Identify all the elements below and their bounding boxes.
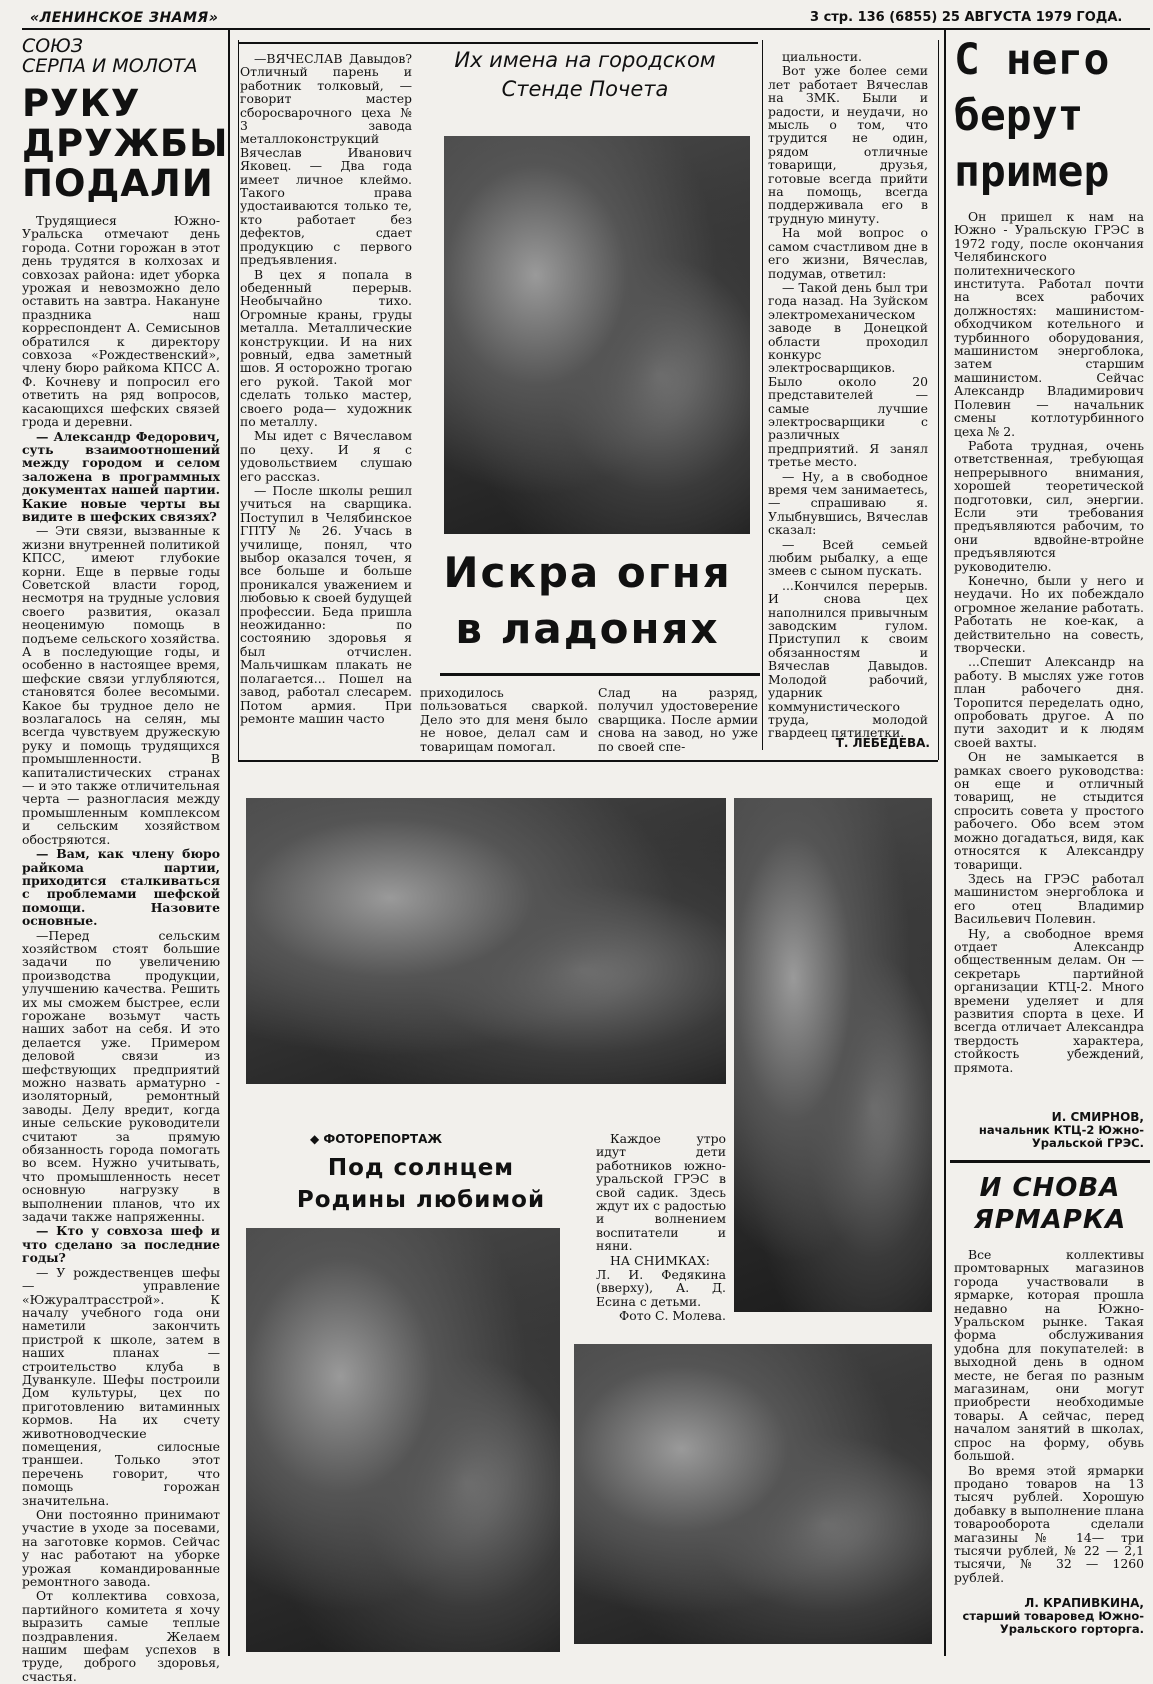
center-headline (425, 545, 750, 657)
col4-paragraph: Конечно, были у него и неудачи. Но их побеждало огромное желание работать. Работать не кое-как, а действительно на совесть, творчески. (954, 572, 1144, 655)
photo-report-headline (256, 1152, 586, 1216)
center-bottom-col2: Слад на разряд, получил удостоверение сварщика. После армии снова на завод, но уже по своей спе- (598, 685, 758, 754)
col4-paragraph: Работа трудная, очень ответственная, требующая непрерывного внимания, хорошей теоретической подготовки, сил, энергии. Если эти требования предъявляются рабочим, то они вдвойне-втройне предъявляются руководителю. (954, 437, 1144, 574)
col4-paragraph: Ну, а свободное время отдает Александр общественным делам. Он — секретарь партийной организации КТЦ-2. Много времени уделяет и для развития спорта в цехе. И всегда отличает Александра твердость характера, стойкость убеждений, прямота. (954, 925, 1144, 1075)
col4-signature-name: И. СМИРНОВ, (1051, 1110, 1144, 1124)
col4b-signature-title: старший товаровед Южно-Уральского горторга. (962, 1609, 1144, 1636)
col2-top-rule (238, 42, 758, 44)
photo-report-headline-line2: Родины любимой (296, 1187, 546, 1213)
col3-signature: Т. ЛЕБЕДЕВА. (835, 736, 930, 750)
col4-signature-title: начальник КТЦ-2 Южно-Уральской ГРЭС. (978, 1123, 1144, 1150)
photo-report-headline-line1: Под солнцем (327, 1155, 515, 1181)
col3-paragraph: ...Кончился перерыв. И снова цех наполнился привычным заводским гулом. Приступил к своим обязанностям и Вячеслав Давыдов. Молодой рабочий, ударник коммунистического труда, молодой гвардеец пятилетки. (768, 577, 928, 741)
col4b-headline: И СНОВА ЯРМАРКА (973, 1173, 1127, 1235)
col1-paragraph: —Перед сельским хозяйством стоят большие задачи по увеличению производства продукции, улучшению качества. Решить их мы сможем быстрее, если горожане возьмут часть наших забот на себя. И это делается уже. Примером деловой связи из шефствующих предприятий можно назвать арматурно - изоляторный, ремонтный заводы. Делу вредит, когда иные сельские руководители считают за прямую обязанность города помогать во всем. Нужно учитывать, что промышленность несет основную нагрузку в выполнении планов, что их задачи также напряженны. (22, 927, 220, 1225)
col3-right-rule (938, 40, 939, 760)
children-group-photo (246, 798, 726, 1084)
issue-line: 3 стр. 136 (6855) 25 АВГУСТА 1979 ГОДА. (810, 10, 1123, 25)
child-with-toy-photo (734, 798, 932, 1312)
col1-paragraph: Трудящиеся Южно-Уральска отмечают день города. Сотни горожан в этот день трудятся в колхозах и совхозах района: идет уборка урожая и невозможно дело оставить на завтра. Накануне праздника наш корреспондент А. Семисынов обратился к директору совхоза «Рождественский», члену бюро райкома КПСС А. Ф. Кочневу и попросил его ответить на ряд вопросов, касающихся шефских связей грода и деревни. (22, 213, 220, 430)
col3-paragraph: Вот уже более семи лет работает Вячеслав на ЗМК. Были и радости, и неудачи, но мысль о том, что трудится не один, рядом отличные товарищи, друзья, готовые всегда прийти на помощь, всегда поддерживала его в трудную минуту. (768, 63, 928, 226)
paper-name: «ЛЕНИНСКОЕ ЗНАМЯ» (30, 10, 219, 26)
col1-headline: РУКУ ДРУЖБЫ ПОДАЛИ (22, 82, 229, 205)
col4b-signature-name: Л. КРАПИВКИНА, (1024, 1596, 1144, 1610)
col3-paragraph: На мой вопрос о самом счастливом дне в его жизни, Вячеслав, подумав, ответил: (768, 225, 928, 281)
col2-paragraph: — После школы решил учиться на сварщика. Поступил в Челябинское ГПТУ № 26. Учась в училище, понял, что выбор оказался точен, я все больше и больше проникался уважением и любовью к своей будущей профессии. Беда пришла неожиданно: по состоянию здоровья я был отчислен. Мальчишкам плакать не полагается... Пошел на завод, работал слесарем. Потом армия. При ремонте машин часто (240, 483, 412, 726)
col4-paragraph: Здесь на ГРЭС работал машинистом энергоблока и его отец Владимир Васильевич Полевин. (954, 870, 1144, 927)
center-bottom-rule (238, 760, 938, 762)
col2-paragraph: Мы идет с Вячеславом по цеху. И я с удовольствием слушаю его рассказ. (240, 428, 412, 484)
col1-paragraph: — Кто у совхоза шеф и что сделано за последние годы? (22, 1223, 220, 1266)
col4b-body (954, 1248, 1144, 1592)
col1-paragraph: От коллектива совхоза, партийного комитета я хочу выразить самые теплые поздравления. Желаем нашим шефам успехов в труде, доброго здоровья, счастья. (22, 1588, 220, 1684)
teacher-with-girl-photo (574, 1344, 932, 1644)
col1-paragraph: — Эти связи, вызванные к жизни внутренней политикой КПСС, имеют глубокие корни. Еще в первые годы Советской власти город, несмотря на трудные условия своего развития, оказал неоценимую помощь в подъеме сельского хозяйства. А в последующие годы, и особенно в настоящее время, шефские связи углубляются, становятся более весомыми. Какое бы трудное дело не возлагалось на селян, мы всегда чувствуем дружескую руку и помощь трудящихся промышленности. В капиталистических странах — и это также отличительная черта — разногласия между промышленным комплексом и сельским хозяйством обостряются. (22, 523, 220, 847)
col4-paragraph: Он не замыкается в рамках своего руководства: он еще и отличный товарищ, не стыдится спросить совета у простого рабочего. Обо всем этом можно догадаться, видя, как относятся к Александру товарищи. (954, 749, 1144, 872)
boy-in-cap-photo (246, 1228, 560, 1652)
photo-report-kicker: ◆ ФОТОРЕПОРТАЖ (310, 1132, 443, 1146)
col4-body (954, 210, 1144, 1110)
col2-body (240, 52, 412, 752)
center-kicker-line2: Стенде Почета (501, 77, 669, 101)
center-bottom-col1: приходилось пользоваться сваркой. Дело это для меня было не новое, делал сам и товарищам помогал. (420, 685, 588, 754)
col1-paragraph: — Александр Федорович, суть взаимоотношений между городом и селом заложена в программных документах нашей партии. Какие новые черты вы видите в шефских связях? (22, 428, 220, 524)
col1-rule (228, 30, 230, 1656)
col1-paragraph: — Вам, как члену бюро райкома партии, приходится сталкиваться с проблемами шефской помощи. Назовите основные. (22, 846, 220, 929)
col4-rule (944, 30, 946, 1656)
col2-paragraph: В цех я попала в обеденный перерыв. Необычайно тихо. Огромные краны, груды металла. Металлические конструкции. И на них ровный, едва заметный шов. Я осторожно трогаю его рукой. Такой мог сделать только мастер, своего рода— художник по металлу. (240, 266, 412, 429)
masthead-rule (22, 28, 1150, 30)
col1-body (22, 213, 220, 1684)
center-kicker (425, 46, 745, 104)
col4b-paragraph: Во время этой ярмарки продано товаров на 13 тысяч рублей. Хорошую добавку в выполнение плана товарооборота сделали магазины № 14— три тысячи рублей, № 22 — 2,1 тысячи, № 32 — 1260 рублей. (954, 1462, 1144, 1585)
col1-kicker (22, 36, 222, 76)
portrait-photo (444, 136, 750, 534)
center-headline-line2: в ладонях (455, 604, 720, 653)
col1-paragraph: Они постоянно принимают участие в уходе за посевами, на заготовке кормов. Сейчас у нас работают на уборке урожая командированные ремонтного завода. (22, 1507, 220, 1590)
col3-paragraph: — Такой день был три года назад. На Зуйском электромеханическом заводе в Донецкой области проходил конкурс электросварщиков. Было около 20 представителей — самые лучшие электросварщики с различных предприятий. Я занял третье место. (768, 279, 928, 470)
photo-report-caption (596, 1131, 726, 1324)
photo-report-photos-desc: Л. И. Федякина (вверху), А. Д. Есина с детьми. (596, 1267, 726, 1309)
col3-left-rule (762, 40, 763, 750)
col2-rule (238, 40, 239, 760)
col4-paragraph: ...Спешит Александр на работу. В мыслях уже готов план рабочего дня. Торопится переделать одно, опробовать другое. А по пути заходит и к людям своей вахты. (954, 654, 1144, 750)
center-headline-rule (440, 673, 760, 676)
photo-report-photos-label: НА СНИМКАХ: (610, 1252, 710, 1268)
col4-headline: С него берут пример (954, 35, 1110, 197)
col3-paragraph: циальности. (782, 49, 862, 64)
col3-paragraph: — Всей семьей любим рыбалку, а еще змеев с сыном пускать. (768, 536, 928, 579)
col4b-paragraph: Все коллективы промтоварных магазинов города участвовали в ярмарке, которая прошла недавно на Южно-Уральском рынке. Такая форма обслуживания удобна для покупателей: в выходной день в одном месте, не бегая по разным магазинам, они могут приобрести необходимые товары. А сейчас, перед началом занятий в школах, спрос на форму, обувь большой. (954, 1247, 1144, 1464)
center-kicker-line1: Их имена на городском (454, 48, 716, 72)
photo-report-credit: Фото С. Молева. (618, 1308, 726, 1324)
col3-paragraph: — Ну, а в свободное время чем занимаетесь, — спрашиваю я. Улыбнувшись, Вячеслав сказал: (768, 468, 928, 538)
col2-paragraph: —ВЯЧЕСЛАВ Давыдов? Отличный парень и работник толковый, — говорит мастер сборосварочного цеха № 3 завода металлоконструкций Вячеслав Иванович Яковец. — Два года имеет личное клеймо. Такого права удостаиваются только те, кто работает без дефектов, сдает продукцию с первого предъявления. (240, 51, 412, 268)
col3-body (768, 49, 928, 741)
col1-kicker-line1: СОЮЗ (22, 35, 83, 57)
photo-report-caption-text: Каждое утро идут дети работников южно-уральской ГРЭС в свой садик. Здесь ждут их с радостью и волнением воспитатели и няни. (596, 1131, 726, 1254)
col4-paragraph: Он пришел к нам на Южно - Уральскую ГРЭС в 1972 году, после окончания Челябинского политехнического института. Работал почти на всех рабочих должностях: машинистом-обходчиком котельного и турбинного оборудования, машинистом энергоблока, затем старшим машинистом. Сейчас Александр Владимирович Полевин — начальник смены котлотурбинного цеха № 2. (954, 209, 1144, 439)
col4-divider (950, 1160, 1150, 1163)
col1-kicker-line2: СЕРПА И МОЛОТА (22, 55, 198, 77)
col1-paragraph: — У рождественцев шефы — управление «Южуралтрасстрой». К началу учебного года они наметили закончить пристрой к школе, затем в наших планах — строительство клуба в Дуванкуле. Шефы построили Дом культуры, цех по приготовлению витаминных кормов. На их счету животноводческие помещения, силосные траншеи. Только этот перечень говорит, что помощь горожан значительна. (22, 1264, 220, 1508)
center-headline-line1: Искра огня (443, 548, 732, 597)
